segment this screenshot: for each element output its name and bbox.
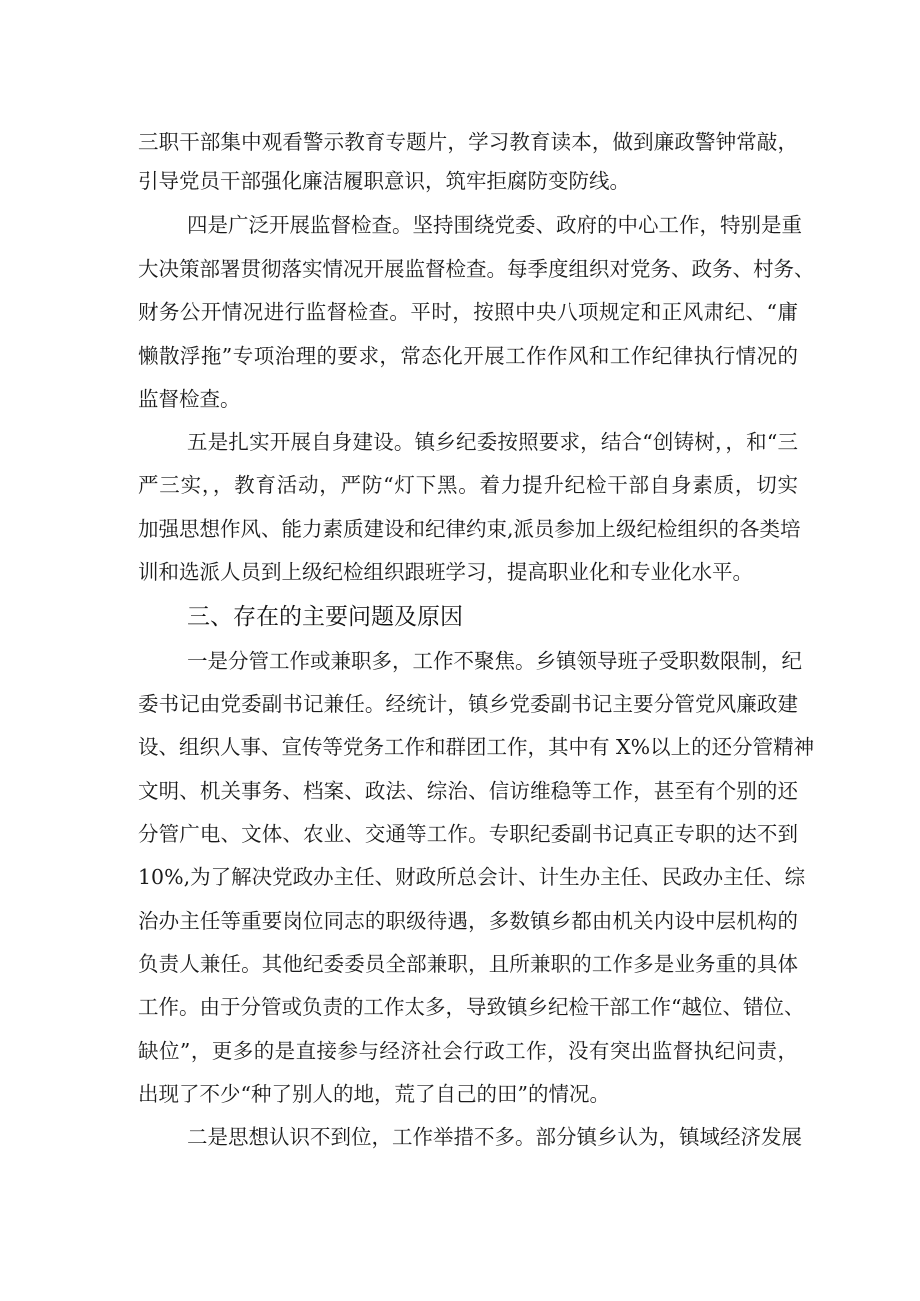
paragraph-start-line: 五是扎实开展自身建设。镇乡纪委按照要求，结合“创铸树，，和“三 <box>187 430 798 454</box>
text-line: 财务公开情况进行监督检查。平时，按照中央八项规定和正风肃纪、“庸 <box>138 300 798 324</box>
text-line: 加强思想作风、能力素质建设和纪律约束,派员参加上级纪检组织的各类培 <box>138 517 801 541</box>
text-line: 负责人兼任。其他纪委委员全部兼职，且所兼职的工作多是业务重的具体 <box>138 952 798 976</box>
text-line: 严三实，，教育活动，严防“灯下黑。着力提升纪检干部自身素质，切实 <box>138 473 798 497</box>
text-line: 分管广电、文体、农业、交通等工作。专职纪委副书记真正专职的达不到 <box>138 822 798 846</box>
text-line: 大决策部署贯彻落实情况开展监督检查。每季度组织对党务、政务、村务、 <box>138 257 815 281</box>
text-line: 训和选派人员到上级纪检组织跟班学习，提高职业化和专业化水平。 <box>138 560 753 584</box>
text-line: 监督检查。 <box>138 387 241 411</box>
text-line: 文明、机关事务、档案、政法、综治、信访维稳等工作，甚至有个别的还 <box>138 779 798 803</box>
section-heading: 三、存在的主要问题及原因 <box>187 604 463 630</box>
text-line: 引导党员干部强化廉洁履职意识，筑牢拒腐防变防线。 <box>138 169 630 193</box>
text-line: 三职干部集中观看警示教育专题片，学习教育读本，做到廉政警钟常敲， <box>138 130 798 154</box>
text-line: 10%,为了解决党政办主任、财政所总会计、计生办主任、民政办主任、综 <box>138 865 806 889</box>
text-line: 出现了不少“种了别人的地，荒了自己的田”的情况。 <box>138 1082 610 1106</box>
paragraph-start-line: 四是广泛开展监督检查。坚持围绕党委、政府的中心工作，特别是重 <box>187 213 802 237</box>
text-line: 懒散浮拖”专项治理的要求，常态化开展工作作风和工作纪律执行情况的 <box>138 344 798 368</box>
text-line: 委书记由党委副书记兼任。经统计，镇乡党委副书记主要分管党风廉政建 <box>138 692 798 716</box>
text-line: 治办主任等重要岗位同志的职级待遇，多数镇乡都由机关内设中层机构的 <box>138 909 798 933</box>
text-line: 设、组织人事、宣传等党务工作和群团工作，其中有 X%以上的还分管精神 <box>138 735 815 759</box>
text-line: 缺位”，更多的是直接参与经济社会行政工作，没有突出监督执纪问责， <box>138 1039 798 1063</box>
text-line: 工作。由于分管或负责的工作太多，导致镇乡纪检干部工作“越位、错位、 <box>138 995 805 1019</box>
paragraph-start-line: 二是思想认识不到位，工作举措不多。部分镇乡认为，镇域经济发展 <box>187 1125 802 1149</box>
paragraph-start-line: 一是分管工作或兼职多，工作不聚焦。乡镇领导班子受职数限制，纪 <box>187 649 802 673</box>
